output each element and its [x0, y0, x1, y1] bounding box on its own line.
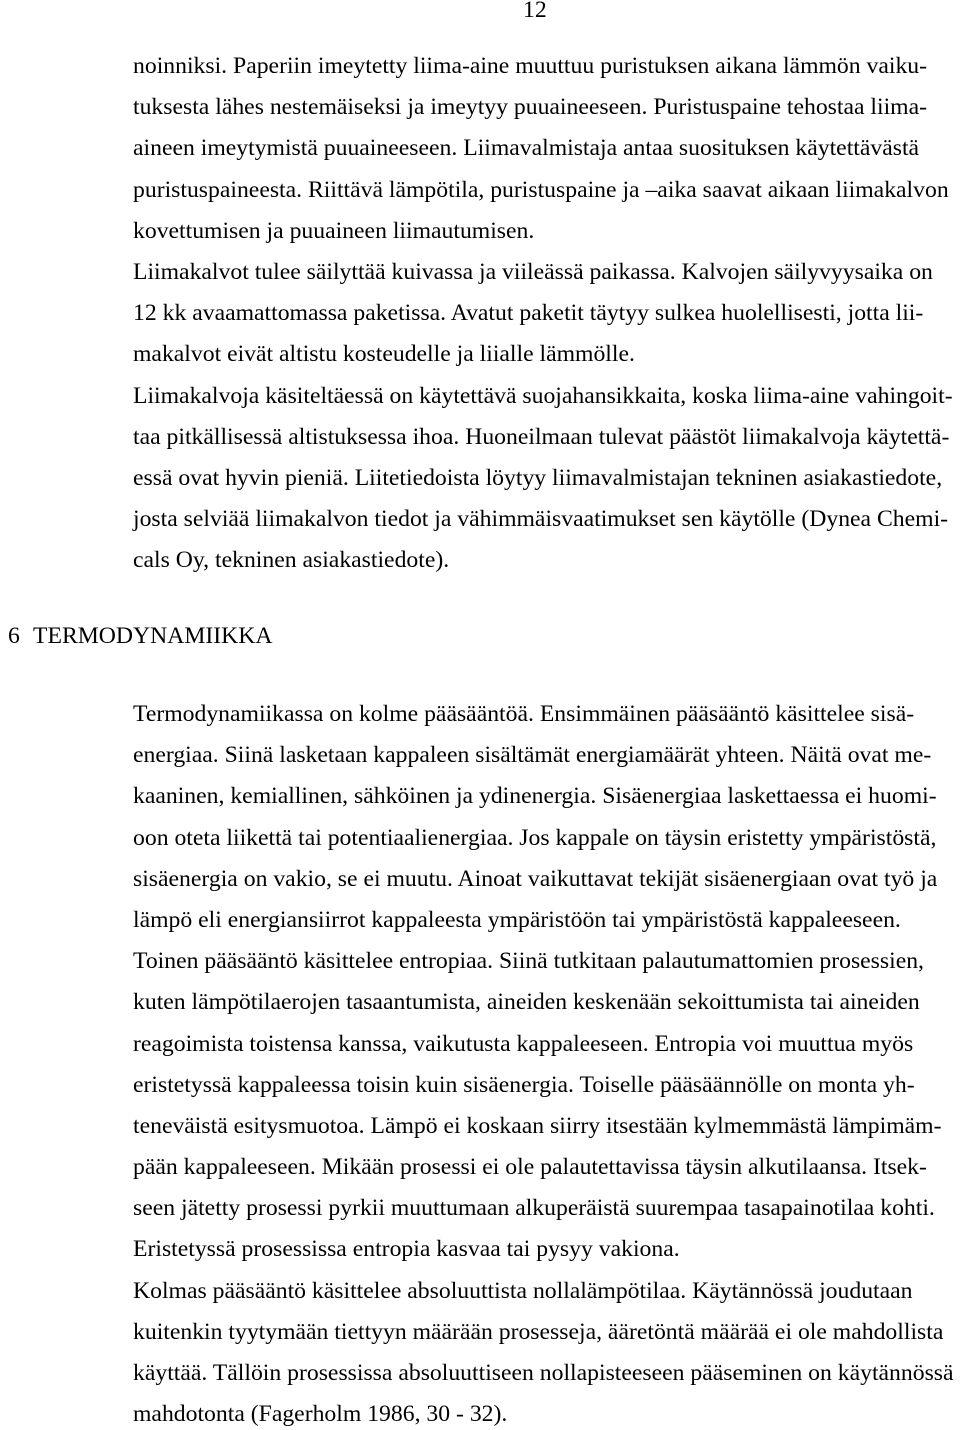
text-line: kuten lämpötilaerojen tasaantumista, aineiden keskenään sekoittumista tai aineiden	[133, 989, 920, 1016]
text-line: josta selviää liimakalvon tiedot ja vähimmäisvaatimukset sen käytölle (Dynea Chemi-	[133, 506, 949, 533]
text-line: kuitenkin tyytymään tiettyyn määrään prosesseja, ääretöntä määrää ei ole mahdollista	[133, 1318, 944, 1345]
text-line: reagoimista toistensa kanssa, vaikutusta kappaleeseen. Entropia voi muuttua myös	[133, 1030, 914, 1057]
section-title: TERMODYNAMIIKKA	[33, 623, 273, 649]
text-line: noinniksi. Paperiin imeytetty liima-aine muuttuu puristuksen aikana lämmön vaiku-	[133, 53, 928, 79]
text-line: 12 kk avaamattomassa paketissa. Avatut paketit täytyy sulkea huolellisesti, jotta lii-	[133, 300, 924, 327]
page-number: 12	[523, 0, 547, 23]
text-line: puristuspaineesta. Riittävä lämpötila, puristuspaine ja –aika saavat aikaan liimakalvon	[133, 176, 949, 203]
text-line: eristetyssä kappaleessa toisin kuin sisäenergia. Toiselle pääsäännölle on monta yh-	[133, 1071, 915, 1098]
text-line: Termodynamiikassa on kolme pääsääntöä. Ensimmäinen pääsääntö käsittelee sisä-	[133, 701, 915, 727]
text-line: käyttää. Tällöin prosessissa absoluuttiseen nollapisteeseen pääseminen on käytännössä	[133, 1360, 954, 1386]
paragraph	[133, 699, 954, 935]
body-text-continued	[133, 51, 953, 575]
text-line: seen jätetty prosessi pyrkii muuttumaan alkuperäistä suurempaa tasapainotilaa kohti.	[133, 1195, 935, 1222]
text-line: makalvot eivät altistu kosteudelle ja liialle lämmölle.	[133, 341, 635, 368]
text-line: kovettumisen ja puuaineen liimautumisen.	[133, 217, 535, 244]
text-line: Liimakalvoja käsiteltäessä on käytettävä suojahansikkaita, koska liima-aine vahingoit-	[133, 382, 953, 409]
text-line: oon oteta liikettä tai potentiaalienergiaa. Jos kappale on täysin eristetty ympäristöstä,	[133, 824, 937, 851]
paragraph	[133, 51, 953, 246]
text-line: teneväistä esitysmuotoa. Lämpö ei koskaan siirry itsestään kylmemmästä lämpimäm-	[133, 1112, 942, 1139]
text-line: pään kappaleeseen. Mikään prosessi ei ole palautettavissa täysin alkutilaansa. Itsek-	[133, 1154, 927, 1181]
paragraph	[133, 257, 953, 369]
text-line: sisäenergia on vakio, se ei muutu. Ainoat vaikuttavat tekijät sisäenergiaan ovat työ ja	[133, 865, 938, 892]
paragraph	[133, 1276, 954, 1430]
text-line: mahdotonta (Fagerholm 1986, 30 - 32).	[133, 1401, 508, 1428]
paragraph	[133, 381, 953, 576]
section-number: 6	[8, 623, 20, 649]
text-line: Toinen pääsääntö käsittelee entropiaa. Siinä tutkitaan palautumattomien prosessien,	[133, 948, 924, 975]
paragraph	[133, 946, 954, 1264]
text-line: cals Oy, tekninen asiakastiedote).	[133, 547, 450, 574]
text-line: aineen imeytymistä puuaineeseen. Liimavalmistaja antaa suosituksen käytettävästä	[133, 135, 920, 162]
text-line: Liimakalvot tulee säilyttää kuivassa ja viileässä paikassa. Kalvojen säilyvyysaika on	[133, 258, 933, 285]
section-heading	[0, 621, 400, 651]
text-line: tuksesta lähes nestemäiseksi ja imeytyy puuaineeseen. Puristuspaine tehostaa liima-	[133, 94, 927, 121]
text-line: Kolmas pääsääntö käsittelee absoluuttista nollalämpötilaa. Käytännössä joudutaan	[133, 1277, 913, 1304]
text-line: kaaninen, kemiallinen, sähköinen ja ydinenergia. Sisäenergiaa laskettaessa ei huomi-	[133, 783, 937, 810]
text-line: Eristetyssä prosessissa entropia kasvaa tai pysyy vakiona.	[133, 1236, 680, 1263]
text-line: energiaa. Siinä lasketaan kappaleen sisältämät energiamäärät yhteen. Näitä ovat me-	[133, 742, 932, 769]
text-line: lämpö eli energiansiirrot kappaleesta ympäristöön tai ympäristöstä kappaleeseen.	[133, 906, 901, 933]
text-line: essä ovat hyvin pieniä. Liitetiedoista löytyy liimavalmistajan tekninen asiakastiedote,	[133, 464, 943, 491]
text-line: taa pitkällisessä altistuksessa ihoa. Huoneilmaan tulevat päästöt liimakalvoja käytettä-	[133, 423, 950, 450]
section-body	[133, 699, 954, 1429]
